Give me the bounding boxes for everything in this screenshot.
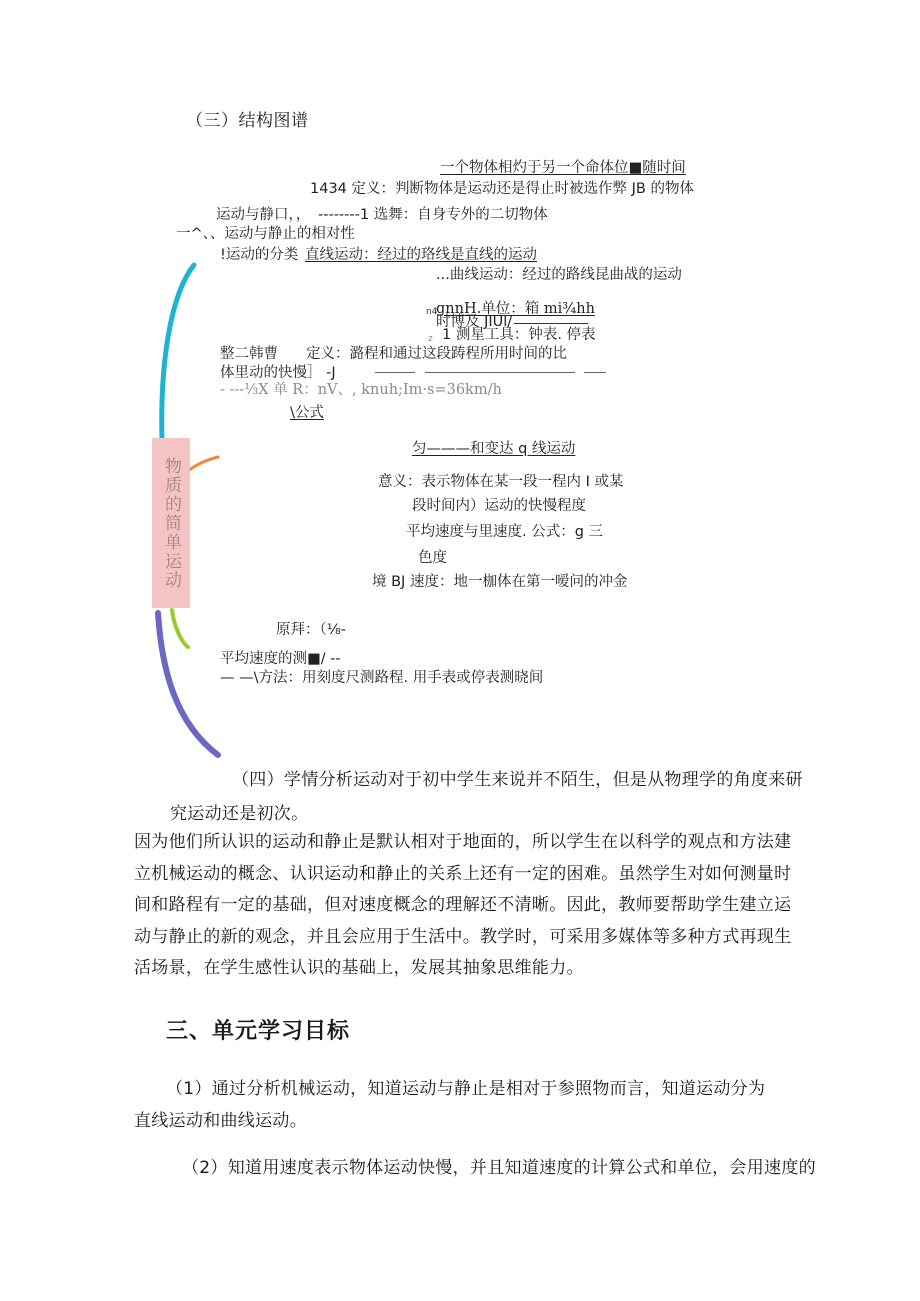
section3-title: （三）结构图谱: [186, 111, 309, 131]
mindmap-line: 色度: [418, 550, 447, 566]
mindmap-line: n4: [426, 307, 438, 317]
goal-2: （2）知道用速度表示物体运动快慢，并且知道速度的计算公式和单位，会用速度的: [182, 1158, 816, 1178]
mindmap-line: 一个物体相灼于另一个命体位■随时间: [440, 160, 686, 176]
mindmap-line: — —\方法：用刻度尺测路程. 用手表或停表测晓间: [220, 670, 544, 686]
section-heading: 三、单元学习目标: [166, 1019, 351, 1044]
mindmap-line: 一^、、运动与静止的相对性: [176, 226, 355, 242]
goal-1: （1）通过分析机械运动，知道运动与静止是相对于参照物而言，知道运动分为直线运动和曲线运动。: [134, 1079, 766, 1131]
mindmap-line: 匀———和变达 q 线运动: [412, 441, 576, 457]
mindmap-line: 体里动的快慢］ -J: [220, 365, 336, 381]
mindmap-line: 平均速度与里速度. 公式：g 三: [406, 524, 604, 540]
mindmap-line: --------1 选舞：自身专外的二切物体: [318, 207, 548, 223]
mindmap-line: 原拜：（⅛-: [276, 622, 347, 638]
mindmap-line: 段时间内）运动的快慢程度: [412, 498, 586, 514]
branch-purple: [158, 613, 218, 755]
central-topic-box: [152, 438, 190, 608]
section4-body: 因为他们所认识的运动和静止是默认相对于地面的，所以学生在以科学的观点和方法建立机械运动的概念、认识运动和静止的关系上还有一定的困难。虽然学生对如何测量时间和路程有一定的基础，但对速度概念的理解还不清晰。因此，教师要帮助学生建立运动与静止的新的观念，并且会应用于生活中。教学时，可采用多媒体等多种方式再现生活场景，在学生感性认识的基础上，发展其抽象思维能力。: [134, 832, 792, 978]
mindmap-line: !运动的分类: [220, 247, 299, 263]
mindmap-line: 1434 定义：判断物体是运动还是得止时被选作弊 JB 的物体: [310, 181, 694, 197]
mindmap-line: 意义：表示物体在某一段一程内 I 或某: [378, 474, 624, 490]
mindmap-line: 时博及 JIUl/: [436, 314, 513, 330]
mindmap-line: 直线运动：经过的珞线是直线的运动: [305, 247, 537, 263]
central-topic: 物质的简单运动: [161, 456, 181, 590]
branch-orange: [188, 457, 218, 471]
mindmap-line: 1 测星工具：钟表. 停表: [442, 327, 596, 343]
branch-cyan: [162, 265, 194, 440]
mindmap-line: ...曲线运动：经过的路线昆曲战的运动: [436, 267, 682, 283]
mindmap-line: 境 BJ 速度：地一枷体在第一嗳问的冲金: [372, 574, 628, 590]
mindmap-line: 运动与静口，，: [216, 207, 311, 223]
mindmap-dash: [375, 372, 415, 373]
section4-lead-cont: 究运动还是初次。: [170, 804, 309, 824]
mindmap-dash: [425, 372, 575, 373]
mindmap-line: 平均速度的测■/ --: [220, 651, 341, 667]
mindmap-line: 定义：潞程和通过这段踌程所用时间的比: [306, 346, 567, 362]
mindmap-line: - ---⅓X 单 R：nV、, knuh;Im·s=36km/h: [220, 382, 502, 398]
mindmap-line: z: [428, 334, 433, 344]
branch-green: [172, 610, 188, 647]
section4-lead: （四）学情分析运动对于初中学生来说并不陌生，但是从物理学的角度来研: [232, 770, 803, 790]
mindmap-line: 整二韩曹: [220, 346, 278, 362]
mindmap-line: gnnH.单位：箱 mi¾hh: [436, 301, 595, 317]
mindmap-line: \公式: [290, 405, 324, 421]
mindmap-line-rule: [514, 323, 588, 324]
mindmap-dash: [584, 372, 606, 373]
